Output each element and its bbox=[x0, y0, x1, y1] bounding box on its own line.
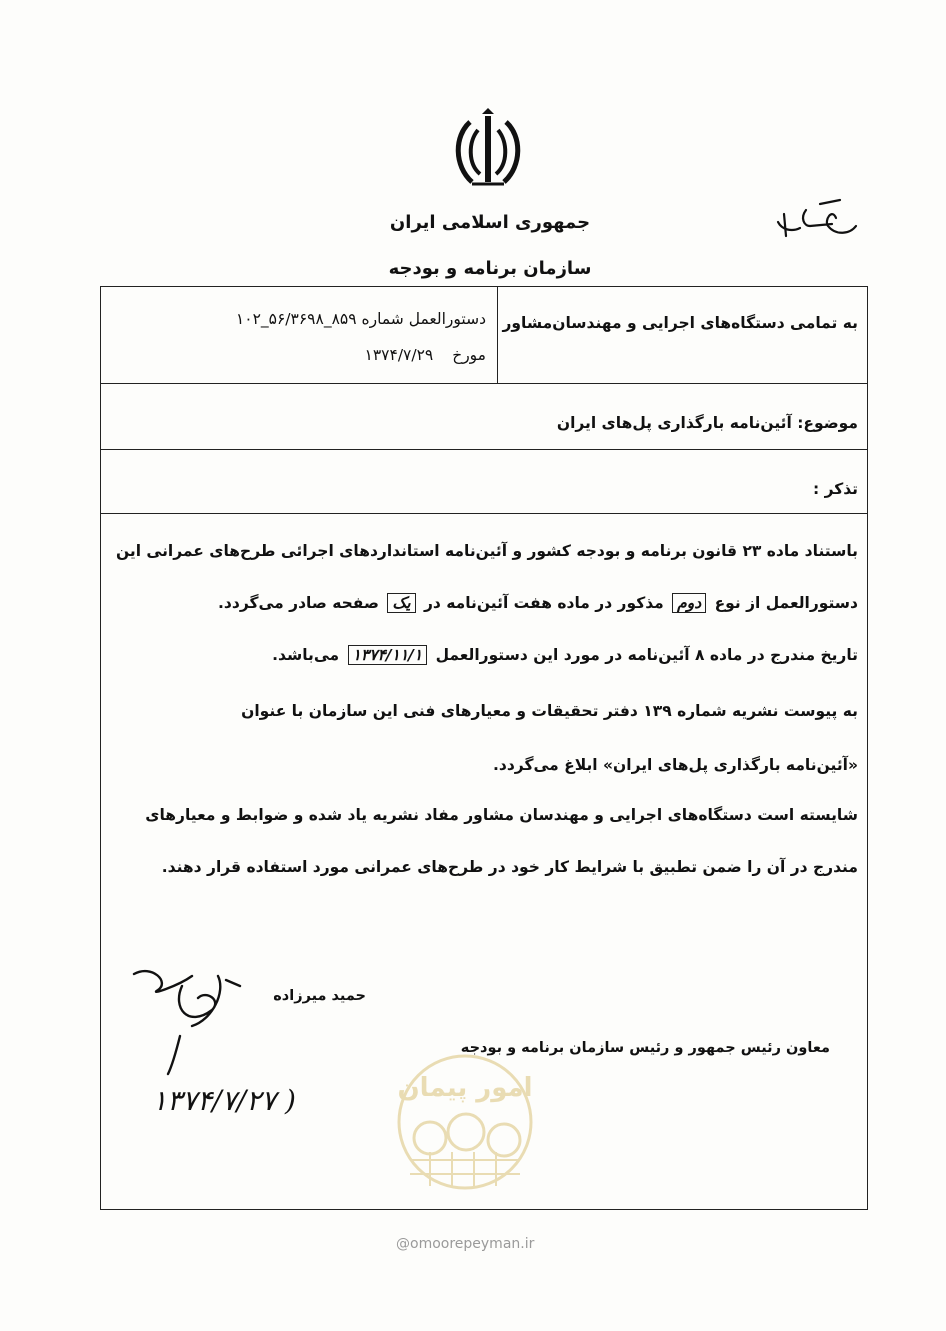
body-line: «آئین‌نامه بارگذاری پل‌های ایران» ابلاغ می‌گردد. bbox=[493, 756, 858, 774]
body-line: باستناد ماده ۲۳ قانون برنامه و بودجه کشور و آئین‌نامه استانداردهای اجرائی طرح‌های عمرانی این bbox=[115, 542, 858, 560]
subject: موضوع: آئین‌نامه بارگذاری پل‌های ایران bbox=[556, 414, 858, 432]
body-line bbox=[272, 646, 858, 664]
signatory-title: معاون رئیس جمهور و رئیس سازمان برنامه و بودجه bbox=[460, 1040, 830, 1056]
effective-date-box: ۱۳۷۴/۱۱/۱ bbox=[348, 645, 428, 665]
row-divider bbox=[101, 383, 867, 384]
signatory-name: حمید میرزاده bbox=[273, 988, 366, 1004]
directive-date-label: مورخ bbox=[452, 346, 486, 364]
body-line: مندرج در آن را ضمن تطبیق با شرایط کار خود در طرح‌های عمرانی مورد استفاده قرار دهند. bbox=[161, 858, 858, 876]
body-line bbox=[218, 594, 858, 612]
watermark-seal bbox=[380, 1052, 550, 1202]
body-text: صفحه صادر می‌گردد. bbox=[218, 594, 379, 612]
directive-number-label: دستورالعمل شماره bbox=[361, 310, 486, 328]
directive-date-row bbox=[365, 346, 486, 364]
watermark-site: @omoorepeyman.ir bbox=[396, 1236, 535, 1252]
organization-name: سازمان برنامه و بودجه bbox=[388, 258, 592, 279]
header-divider bbox=[497, 287, 498, 383]
body-line: شایسته است دستگاه‌های اجرایی و مهندسان مشاور مفاد نشریه یاد شده و ضوابط و معیارهای bbox=[145, 806, 858, 824]
body-text: تاریخ مندرج در ماده ۸ آئین‌نامه در مورد این دستورالعمل bbox=[435, 646, 858, 664]
body-line: به پیوست نشریه شماره ۱۳۹ دفتر تحقیقات و معیارهای فنی این سازمان با عنوان bbox=[241, 702, 858, 720]
body-text: دستورالعمل از نوع bbox=[714, 594, 858, 612]
signature bbox=[122, 956, 250, 1076]
body-text: مذکور در ماده هفت آئین‌نامه در bbox=[423, 594, 664, 612]
page-count-box: یک bbox=[387, 593, 415, 613]
row-divider bbox=[101, 513, 867, 514]
bismillah-handwriting bbox=[770, 196, 860, 244]
recipient: به تمامی دستگاه‌های اجرایی و مهندسان‌مشاور bbox=[502, 314, 858, 332]
row-divider bbox=[101, 449, 867, 450]
note-label: تذکر : bbox=[812, 480, 858, 498]
country-name: جمهوری اسلامی ایران bbox=[389, 212, 591, 233]
body-text: می‌باشد. bbox=[272, 646, 340, 664]
directive-date: ۱۳۷۴/۷/۲۹ bbox=[364, 346, 434, 364]
watermark-text: امور پیمان bbox=[397, 1073, 533, 1103]
iran-emblem-icon bbox=[448, 108, 528, 194]
directive-type-box: دوم bbox=[672, 593, 706, 613]
handwritten-date: ۱۳۷۴/۷/۲۷ ) bbox=[152, 1084, 296, 1117]
directive-number-row bbox=[236, 310, 486, 328]
directive-number: ۸۵۹_۵۶/۳۶۹۸_۱۰۲ bbox=[235, 310, 357, 328]
